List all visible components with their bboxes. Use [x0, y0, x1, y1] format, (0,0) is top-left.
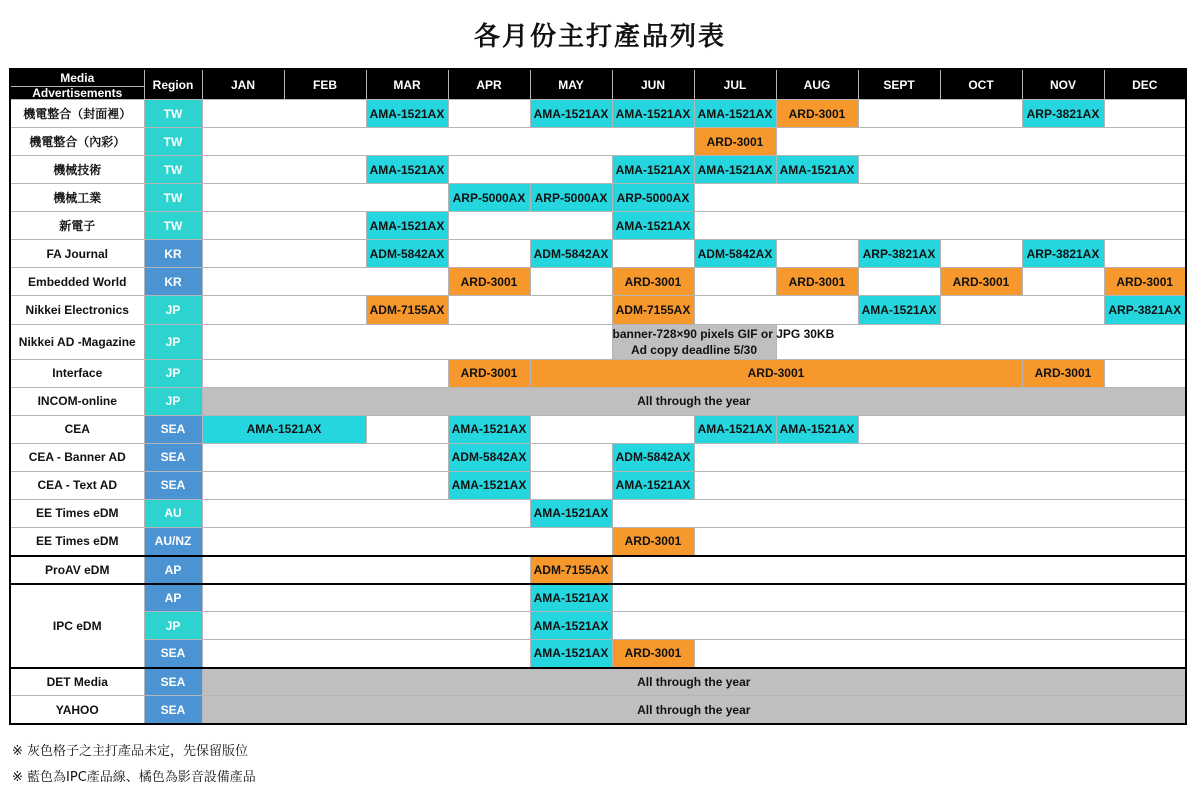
empty-cell [530, 443, 612, 471]
product-cell: AMA-1521AX [776, 415, 858, 443]
empty-cell [694, 471, 1186, 499]
empty-cell [202, 240, 366, 268]
schedule-row [10, 184, 1186, 212]
media-name: CEA - Text AD [10, 471, 144, 499]
media-name: DET Media [10, 668, 144, 696]
region-badge: AU/NZ [144, 527, 202, 555]
media-name: IPC eDM [10, 584, 144, 668]
media-name: Embedded World [10, 268, 144, 296]
empty-cell [202, 443, 448, 471]
product-schedule-table [9, 68, 1187, 725]
schedule-row [10, 156, 1186, 184]
month-header-apr: APR [448, 69, 530, 100]
product-cell: AMA-1521AX [530, 612, 612, 640]
media-column-header: Media [10, 69, 144, 87]
product-cell: ARD-3001 [776, 268, 858, 296]
region-badge: JP [144, 296, 202, 324]
media-name: FA Journal [10, 240, 144, 268]
region-badge: TW [144, 212, 202, 240]
empty-cell [612, 584, 1186, 612]
media-name: YAHOO [10, 696, 144, 724]
region-badge: JP [144, 387, 202, 415]
region-badge: AP [144, 556, 202, 584]
product-cell: AMA-1521AX [694, 415, 776, 443]
product-cell: ADM-5842AX [612, 443, 694, 471]
product-cell: ARD-3001 [1104, 268, 1186, 296]
empty-cell [940, 240, 1022, 268]
schedule-row [10, 128, 1186, 156]
media-name: EE Times eDM [10, 527, 144, 555]
schedule-body [10, 100, 1186, 725]
schedule-row [10, 443, 1186, 471]
empty-cell [612, 612, 1186, 640]
empty-cell [1104, 100, 1186, 128]
schedule-row [10, 324, 1186, 359]
product-cell: ADM-7155AX [530, 556, 612, 584]
product-cell: AMA-1521AX [612, 100, 694, 128]
media-column-subheader: Advertisements [10, 87, 144, 100]
schedule-row [10, 415, 1186, 443]
empty-cell [858, 268, 940, 296]
month-header-aug: AUG [776, 69, 858, 100]
product-cell: ARD-3001 [448, 268, 530, 296]
schedule-row [10, 100, 1186, 128]
product-cell: AMA-1521AX [530, 640, 612, 668]
empty-cell [202, 100, 366, 128]
product-cell: ARP-5000AX [448, 184, 530, 212]
empty-cell [366, 415, 448, 443]
empty-cell [202, 359, 448, 387]
footnote-color-legend: ※ 藍色為IPC產品線、橘色為影音設備產品 [12, 770, 256, 785]
month-header-mar: MAR [366, 69, 448, 100]
schedule-row [10, 640, 1186, 668]
region-badge: TW [144, 156, 202, 184]
media-name: Nikkei AD -Magazine [10, 324, 144, 359]
month-header-jul: JUL [694, 69, 776, 100]
empty-cell [202, 296, 366, 324]
empty-cell [858, 100, 1022, 128]
media-name: Interface [10, 359, 144, 387]
product-cell: ADM-5842AX [366, 240, 448, 268]
schedule-row [10, 359, 1186, 387]
month-header-jun: JUN [612, 69, 694, 100]
media-name: Nikkei Electronics [10, 296, 144, 324]
schedule-row [10, 240, 1186, 268]
empty-cell [202, 499, 530, 527]
footnotes [12, 739, 256, 791]
region-badge: TW [144, 184, 202, 212]
media-name: 新電子 [10, 212, 144, 240]
empty-cell [776, 240, 858, 268]
region-badge: JP [144, 612, 202, 640]
product-cell: AMA-1521AX [858, 296, 940, 324]
empty-cell [612, 499, 1186, 527]
empty-cell [530, 268, 612, 296]
schedule-row [10, 387, 1186, 415]
empty-cell [202, 556, 530, 584]
product-cell: AMA-1521AX [612, 471, 694, 499]
schedule-row [10, 584, 1186, 612]
empty-cell [694, 296, 858, 324]
schedule-row [10, 268, 1186, 296]
empty-cell [940, 296, 1104, 324]
region-column-header: Region [144, 69, 202, 100]
product-cell: ADM-5842AX [448, 443, 530, 471]
media-name: 機械工業 [10, 184, 144, 212]
empty-cell [776, 324, 1186, 359]
empty-cell [612, 240, 694, 268]
footnote-gray-cells: ※ 灰色格子之主打產品未定，先保留版位 [12, 744, 249, 759]
product-cell: AMA-1521AX [366, 100, 448, 128]
empty-cell [202, 612, 530, 640]
region-badge: SEA [144, 696, 202, 724]
empty-cell [776, 128, 1186, 156]
product-cell: ARD-3001 [530, 359, 1022, 387]
region-badge: KR [144, 268, 202, 296]
month-header-oct: OCT [940, 69, 1022, 100]
product-cell: All through the year [202, 696, 1186, 724]
empty-cell [1104, 240, 1186, 268]
product-cell: ARD-3001 [776, 100, 858, 128]
region-badge: SEA [144, 471, 202, 499]
empty-cell [202, 212, 366, 240]
region-badge: JP [144, 359, 202, 387]
region-badge: SEA [144, 668, 202, 696]
region-badge: JP [144, 324, 202, 359]
region-badge: SEA [144, 640, 202, 668]
empty-cell [202, 324, 612, 359]
schedule-row [10, 212, 1186, 240]
empty-cell [202, 584, 530, 612]
empty-cell [202, 471, 448, 499]
product-cell: banner-728×90 pixels GIF or JPG 30KB Ad copy deadline 5/30 [612, 324, 776, 359]
product-cell: ARD-3001 [448, 359, 530, 387]
media-name: CEA [10, 415, 144, 443]
product-cell: ARD-3001 [612, 640, 694, 668]
product-cell: AMA-1521AX [776, 156, 858, 184]
month-header-nov: NOV [1022, 69, 1104, 100]
empty-cell [694, 184, 1186, 212]
product-cell: ADM-7155AX [366, 296, 448, 324]
product-cell: AMA-1521AX [612, 212, 694, 240]
empty-cell [1022, 268, 1104, 296]
product-cell: ARP-5000AX [612, 184, 694, 212]
product-cell: ARP-5000AX [530, 184, 612, 212]
product-cell: AMA-1521AX [448, 471, 530, 499]
region-badge: SEA [144, 415, 202, 443]
empty-cell [694, 268, 776, 296]
product-cell: All through the year [202, 387, 1186, 415]
schedule-row [10, 696, 1186, 724]
region-badge: KR [144, 240, 202, 268]
product-cell: ARP-3821AX [858, 240, 940, 268]
empty-cell [694, 212, 1186, 240]
schedule-row [10, 556, 1186, 584]
product-cell: AMA-1521AX [612, 156, 694, 184]
region-badge: TW [144, 128, 202, 156]
empty-cell [530, 471, 612, 499]
empty-cell [448, 156, 612, 184]
month-header-dec: DEC [1104, 69, 1186, 100]
empty-cell [858, 156, 1186, 184]
product-cell: AMA-1521AX [366, 212, 448, 240]
product-cell: ARD-3001 [940, 268, 1022, 296]
region-badge: SEA [144, 443, 202, 471]
empty-cell [202, 184, 448, 212]
product-cell: AMA-1521AX [530, 100, 612, 128]
media-name: ProAV eDM [10, 556, 144, 584]
schedule-row [10, 471, 1186, 499]
month-header-feb: FEB [284, 69, 366, 100]
product-cell: ADM-7155AX [612, 296, 694, 324]
empty-cell [448, 212, 612, 240]
product-cell: ARD-3001 [612, 527, 694, 555]
product-cell: ADM-5842AX [530, 240, 612, 268]
region-badge: TW [144, 100, 202, 128]
product-cell: ARP-3821AX [1022, 100, 1104, 128]
empty-cell [202, 640, 530, 668]
schedule-row [10, 527, 1186, 555]
empty-cell [202, 268, 448, 296]
product-cell: AMA-1521AX [366, 156, 448, 184]
empty-cell [448, 296, 612, 324]
product-cell: ADM-5842AX [694, 240, 776, 268]
product-cell: AMA-1521AX [694, 100, 776, 128]
product-cell: AMA-1521AX [530, 584, 612, 612]
product-cell: AMA-1521AX [530, 499, 612, 527]
page-title: 各月份主打產品列表 [473, 22, 726, 52]
month-header-may: MAY [530, 69, 612, 100]
product-cell: ARD-3001 [694, 128, 776, 156]
media-name: INCOM-online [10, 387, 144, 415]
media-name: 機電整合（內彩） [10, 128, 144, 156]
product-cell: ARD-3001 [612, 268, 694, 296]
product-cell: AMA-1521AX [448, 415, 530, 443]
media-name: CEA - Banner AD [10, 443, 144, 471]
schedule-row [10, 296, 1186, 324]
empty-cell [202, 156, 366, 184]
empty-cell [448, 100, 530, 128]
schedule-row [10, 499, 1186, 527]
empty-cell [530, 415, 694, 443]
empty-cell [694, 640, 1186, 668]
month-header-sept: SEPT [858, 69, 940, 100]
empty-cell [448, 240, 530, 268]
region-badge: AU [144, 499, 202, 527]
month-header-jan: JAN [202, 69, 284, 100]
product-cell: ARD-3001 [1022, 359, 1104, 387]
product-cell: ARP-3821AX [1104, 296, 1186, 324]
product-cell: AMA-1521AX [202, 415, 366, 443]
schedule-row [10, 668, 1186, 696]
empty-cell [694, 443, 1186, 471]
product-cell: ARP-3821AX [1022, 240, 1104, 268]
empty-cell [202, 527, 612, 555]
empty-cell [1104, 359, 1186, 387]
empty-cell [694, 527, 1186, 555]
media-name: 機電整合（封面裡） [10, 100, 144, 128]
empty-cell [612, 556, 1186, 584]
schedule-row [10, 612, 1186, 640]
product-cell: All through the year [202, 668, 1186, 696]
empty-cell [858, 415, 1186, 443]
region-badge: AP [144, 584, 202, 612]
empty-cell [202, 128, 694, 156]
media-name: 機械技術 [10, 156, 144, 184]
product-cell: AMA-1521AX [694, 156, 776, 184]
media-name: EE Times eDM [10, 499, 144, 527]
